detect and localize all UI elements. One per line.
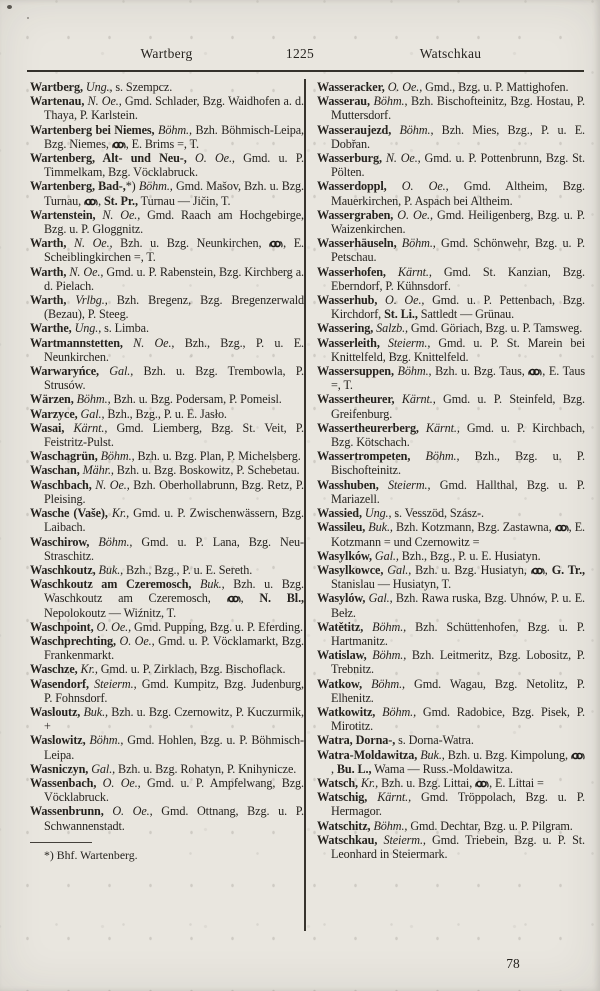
province-abbrev: Kr., <box>77 662 98 677</box>
entry-text: *) <box>125 179 139 194</box>
province-abbrev: Böhm., <box>138 179 173 194</box>
entry-text: Gmd. Hallthal, Bzg. u. P. Mariazell. <box>331 477 586 506</box>
entry-text: Bzh. u. Bzg. Rohatyn, P. Knihynicze. <box>115 761 297 776</box>
entry-headword: Watětitz, <box>317 619 364 634</box>
entry-text: Gmd. Pupping, Bzg. u. P. Eferding. <box>131 619 303 634</box>
gazetteer-entry <box>317 819 585 833</box>
gazetteer-entry <box>317 549 585 563</box>
entry-headword: Wasylkowce, <box>317 562 384 577</box>
entry-headword: Watschig, <box>317 790 368 805</box>
entry-text: Bzh. u. Bzg. Littai, <box>378 775 476 790</box>
entry-headword: Wasserau, <box>317 94 370 109</box>
gazetteer-entry <box>317 336 585 364</box>
gazetteer-entry <box>30 478 304 506</box>
entry-headword: Watschitz, <box>317 818 371 833</box>
gazetteer-entry <box>30 563 304 577</box>
province-abbrev: Böhm., <box>89 534 133 549</box>
gazetteer-entry <box>317 591 585 619</box>
gazetteer-entry <box>317 80 585 94</box>
entry-headword: Waschpoint, <box>30 619 94 634</box>
entry-text: Gmd. Kumpitz, Bzg. Judenburg, P. Fohnsdorf. <box>44 676 304 705</box>
gazetteer-entry <box>317 520 585 548</box>
province-abbrev: Kr., <box>357 775 379 790</box>
entry-text: s. Limba. <box>101 321 149 336</box>
province-abbrev: Buk., <box>95 562 124 577</box>
entry-text: Gmd. u. P. Timmelkam, Bzg. Vöcklabruck. <box>44 151 305 180</box>
entry-headword: Wartenberg, Bad-, <box>30 179 126 194</box>
province-abbrev: Böhm., <box>396 236 436 251</box>
entry-text: Gmd. Tröppolach, Bzg. u. P. Hermagor. <box>331 790 585 819</box>
entry-text: Bzh. Mies, Bzg., P. u. E. Dobřan. <box>331 122 586 151</box>
entry-text: Bzh. Bischofteinitz, Bzg. Hostau, P. Muttersdorf. <box>331 94 585 123</box>
gazetteer-entry <box>317 790 585 818</box>
entry-text: Turnau — Jičin, T. <box>137 193 231 208</box>
province-abbrev: Böhm., <box>73 392 111 407</box>
entry-headword: Warwaryńce, <box>30 364 99 379</box>
entry-text: Bzh. Böhmisch-Leipa, Bzg. Niemes, <box>44 122 305 151</box>
entry-headword: Wassied, <box>317 506 362 521</box>
province-abbrev: Kärnt., <box>394 392 436 407</box>
province-abbrev: Buk., <box>417 747 445 762</box>
province-abbrev: Ung., <box>361 506 392 521</box>
province-abbrev: O. Oe., <box>384 80 423 94</box>
entry-text: s. Vesszöd, Szász-. <box>391 506 485 521</box>
footnote: *) Bhf. Wartenberg. <box>44 847 138 862</box>
entry-text: , E. Scheiblingkirchen =, T. <box>44 236 304 265</box>
gazetteer-entry <box>30 94 304 122</box>
gazetteer-entry <box>317 421 585 449</box>
province-abbrev: Böhm., <box>391 122 434 137</box>
gazetteer-entry <box>30 662 304 676</box>
entry-headword: Wasendorf, <box>30 676 89 691</box>
gazetteer-entry <box>30 80 304 94</box>
entry-headword: Wasylów, <box>317 591 366 606</box>
entry-text: Gmd. u. P. Kirchbach, Bzg. Kötschach. <box>331 420 585 450</box>
gazetteer-entry <box>30 449 304 463</box>
posthorn-icon <box>227 591 241 605</box>
entry-text: Bzh. Oberhollabrunn, Bzg. Retz, P. Pleising. <box>44 477 304 506</box>
gazetteer-entry <box>30 392 304 406</box>
gazetteer-entry <box>317 648 585 676</box>
province-abbrev: Kr., <box>107 506 130 521</box>
province-abbrev: O. Oe., <box>393 207 433 222</box>
province-abbrev: N. Oe., <box>84 94 122 109</box>
entry-headword: Wassertheurer, <box>317 392 395 407</box>
province-abbrev: Kärnt., <box>418 420 460 435</box>
entry-text: Gmd. u. P. Zwischenwässern, Bzg. Laibach. <box>44 506 304 535</box>
gazetteer-entry <box>317 677 585 705</box>
entry-text: Bzh., Bzg., P. u. E. Husiatyn. <box>398 548 541 563</box>
entry-headword: Wassertheurerberg, <box>317 420 419 435</box>
province-abbrev: O. Oe., <box>96 775 141 790</box>
entry-headword: Wasai, <box>30 420 65 435</box>
gazetteer-entry <box>317 151 585 179</box>
entry-headword: Wärzen, <box>30 392 74 407</box>
entry-text: , <box>240 591 260 606</box>
entry-text: Gmd. u. P. Rabenstein, Bzg. Kirchberg a. d. Pielach. <box>44 264 304 293</box>
entry-text: Gmd., Bzg. u. P. Mattighofen. <box>422 80 569 94</box>
gazetteer-entry <box>317 236 585 264</box>
entry-headword: Waschbach, <box>30 477 92 492</box>
entry-text: Bzh. u. Bzg. Czernowitz, P. Kuczurmik, + <box>44 704 304 734</box>
province-abbrev: Steierm., <box>379 335 431 350</box>
province-abbrev: O. Oe., <box>103 804 153 819</box>
entry-text: Bzh. u. Bzg. Taus, <box>431 364 529 379</box>
column-divider-rule <box>304 79 306 931</box>
entry-text: , E. Brims =, T. <box>125 136 199 151</box>
gazetteer-entry <box>30 705 304 733</box>
entry-headword: Wartenau, <box>30 94 85 109</box>
entry-headword: Wasserdoppl, <box>317 179 387 194</box>
province-abbrev: Böhm., <box>154 122 192 137</box>
entry-text: Bu. L., <box>336 761 372 776</box>
gazetteer-entry <box>30 336 304 364</box>
entry-text: Bzh. Kotzmann, Bzg. Zastawna, <box>392 520 555 535</box>
gazetteer-entry <box>30 407 304 421</box>
entry-text: Wama — Russ.-Moldawitza. <box>371 761 513 776</box>
province-abbrev: Steierm., <box>378 477 431 492</box>
entry-text: Bzh. Schüttenhofen, Bzg. u. P. Hartmanitz. <box>331 619 585 648</box>
entry-text: Sattledt — Grünau. <box>417 307 515 322</box>
footnote-rule <box>30 842 92 843</box>
entry-headword: Wasserhäuseln, <box>317 236 397 251</box>
gazetteer-entry <box>30 265 304 293</box>
province-abbrev: O. Oe., <box>186 151 235 166</box>
province-abbrev: O. Oe., <box>93 619 132 634</box>
province-abbrev: Gal., <box>383 562 412 577</box>
gazetteer-entry <box>30 123 304 151</box>
entry-headword: Watschkau, <box>317 832 378 847</box>
province-abbrev: Kärnt., <box>64 420 108 435</box>
province-abbrev: Böhm., <box>362 676 405 691</box>
gazetteer-entry <box>317 833 585 861</box>
entry-headword: Wassileu, <box>317 520 366 535</box>
entry-headword: Wasserhub, <box>317 293 378 308</box>
entry-headword: Watkowitz, <box>317 704 376 719</box>
posthorn-icon <box>571 748 585 762</box>
gazetteer-entry <box>317 208 585 236</box>
running-head-page-id: 1225 <box>285 46 315 61</box>
entry-text: Gmd. St. Kanzian, Bzg. Eberndorf, P. Kühnsdorf. <box>331 264 585 293</box>
entry-text: Bzh. u. Bzg. Husiatyn, <box>411 562 531 577</box>
entry-headword: Wasserleith, <box>317 335 380 350</box>
entry-text: Gmd. Heiligenberg, Bzg. u. P. Waizenkirchen. <box>331 207 585 237</box>
province-abbrev: Buk., <box>80 704 108 719</box>
entry-headword: Wasniczyn, <box>30 761 89 776</box>
province-abbrev: N. Oe., <box>66 236 113 251</box>
province-abbrev: N. Oe., <box>66 264 104 279</box>
province-abbrev: N. Oe., <box>91 477 130 492</box>
entry-text: , <box>331 761 337 776</box>
entry-headword: Waschan, <box>30 463 80 478</box>
gazetteer-entry <box>30 179 304 207</box>
entry-headword: Wasylków, <box>317 548 372 563</box>
entry-headword: Waschagrün, <box>30 449 98 464</box>
province-abbrev: Mähr., <box>79 463 114 478</box>
entry-headword: Wasserburg, <box>317 151 382 166</box>
gazetteer-entry <box>317 705 585 733</box>
gazetteer-entry <box>30 463 304 477</box>
gazetteer-entry <box>317 733 585 747</box>
entry-headword: Warth, <box>30 264 67 279</box>
entry-headword: Wassergraben, <box>317 207 394 222</box>
gazetteer-entry <box>30 293 304 321</box>
entry-text: St. Li., <box>384 307 418 322</box>
entry-headword: Wasshuben, <box>317 477 379 492</box>
entry-headword: Wasseraujezd, <box>317 122 392 137</box>
gazetteer-entry <box>317 293 585 321</box>
entry-headword: Waschze, <box>30 662 78 677</box>
province-abbrev: Böhm., <box>85 733 124 748</box>
running-head-right: Watschkau <box>419 46 482 61</box>
entry-text: Gmd. Altheim, Bzg. Mauerkirchen, P. Aspach bei Altheim. <box>331 179 585 208</box>
entry-text: Gmd. Wagau, Bzg. Netolitz, P. Elhenitz. <box>331 676 585 705</box>
ink-speck <box>7 5 12 9</box>
province-abbrev: O. Oe., <box>115 633 155 648</box>
entry-text: Gmd. Göriach, Bzg. u. P. Tamsweg. <box>407 321 583 336</box>
header-rule <box>27 70 584 72</box>
province-abbrev: O. Oe., <box>386 179 449 194</box>
entry-text: N. Bl., <box>259 591 304 606</box>
running-head-left: Wartberg <box>140 46 193 61</box>
page-number: 78 <box>506 956 520 971</box>
entry-headword: Wartberg, <box>30 80 83 94</box>
gazetteer-entry <box>317 449 585 477</box>
province-abbrev: Böhm., <box>370 818 408 833</box>
entry-text: Gmd. u. P. Vöcklamarkt, Bzg. Frankenmarkt. <box>44 633 305 663</box>
entry-headword: Wassersuppen, <box>317 364 394 379</box>
entry-headword: Watra-Moldawitza, <box>317 747 418 762</box>
entry-text: Gmd. Raach am Hochgebirge, Bzg. u. P. Gloggnitz. <box>44 207 304 237</box>
entry-text: Gmd. Liemberg, Bzg. St. Veit, P. Feistritz-Pulst. <box>44 420 304 450</box>
province-abbrev: Vrlbg., <box>66 293 108 308</box>
entry-headword: Wassering, <box>317 321 374 336</box>
entry-text: Bzh. Bregenz, Bzg. Bregenzerwald (Bezau), P. Steeg. <box>44 293 304 322</box>
entry-text: St. Pr., <box>103 193 138 208</box>
gazetteer-entry <box>317 123 585 151</box>
entry-text: Bzh. u. Bzg. Trembowla, P. Strusów. <box>44 364 304 393</box>
left-column <box>30 80 304 862</box>
entry-headword: Warthe, <box>30 321 72 336</box>
entry-text: Bzh. Leitmeritz, Bzg. Lobositz, P. Trebnitz. <box>331 648 585 677</box>
gazetteer-entry <box>317 563 585 591</box>
province-abbrev: Böhm., <box>375 704 417 719</box>
entry-text: , E. Taus =, T. <box>331 364 586 393</box>
entry-text: Gmd. u. P. Zirklach, Bzg. Bischoflack. <box>97 662 286 677</box>
entry-headword: Warth, <box>30 236 67 251</box>
posthorn-icon <box>528 364 542 378</box>
ink-speck <box>27 17 29 19</box>
posthorn-icon <box>555 520 569 534</box>
gazetteer-entry <box>317 364 585 392</box>
province-abbrev: Salzb., <box>373 321 408 336</box>
entry-headword: Waschkoutz, <box>30 562 96 577</box>
province-abbrev: N. Oe., <box>381 151 421 166</box>
entry-headword: Wasche (Vaše), <box>30 506 108 521</box>
gazetteer-entry <box>30 321 304 335</box>
province-abbrev: Gal., <box>365 591 393 606</box>
entry-headword: Wassenbrunn, <box>30 804 104 819</box>
entry-headword: Watislaw, <box>317 648 367 663</box>
entry-text: Bzh. u. Bzg. Plan, P. Michelsberg. <box>134 449 301 464</box>
province-abbrev: Buk., <box>365 520 393 535</box>
entry-text: Bzh. Rawa ruska, Bzg. Uhnów, P. u. E. Bełz. <box>331 591 585 620</box>
entry-text: Gmd. Hohlen, Bzg. u. P. Böhmisch-Leipa. <box>44 733 304 762</box>
province-abbrev: Böhm., <box>369 94 408 109</box>
entry-headword: Waschprechting, <box>30 633 116 648</box>
entry-text: Gmd. Dechtar, Bzg. u. P. Pilgram. <box>407 818 573 833</box>
gazetteer-entry <box>317 265 585 293</box>
gazetteer-entry <box>30 535 304 563</box>
gazetteer-entry <box>30 762 304 776</box>
entry-text: Bzh. u. Bzg. Waschkoutz am Czeremosch, <box>44 577 304 606</box>
province-abbrev: Böhm., <box>97 449 135 464</box>
entry-text: , E. Littai = <box>489 775 544 790</box>
entry-text: Bzh. u. Bzg. Neunkirchen, <box>112 236 270 251</box>
gazetteer-entry <box>317 179 585 207</box>
entry-text: Stanislau — Husiatyn, T. <box>331 577 452 592</box>
province-abbrev: O. Oe., <box>377 293 425 308</box>
entry-headword: Watsch, <box>317 775 358 790</box>
entry-text: Gmd. Schlader, Bzg. Waidhofen a. d. Thaya, P. Karlstein. <box>44 94 304 123</box>
gazetteer-entry <box>30 151 304 179</box>
entry-text: s. Dorna-Watra. <box>395 733 474 748</box>
entry-text: Bzh. u. Bzg. Boskowitz, P. Schebetau. <box>113 463 300 478</box>
entry-headword: Warzyce, <box>30 406 78 421</box>
entry-text: Bzh. u. Bzg. Podersam, P. Pomeisl. <box>110 392 282 407</box>
gazetteer-entry <box>30 634 304 662</box>
province-abbrev: Gal., <box>77 406 105 421</box>
gazetteer-entry <box>30 208 304 236</box>
entry-text: Bzh. u. Bzg. Kimpolung, <box>444 747 571 762</box>
right-column <box>317 80 585 861</box>
entry-text: Bzh., Bzg. u. P. Bischofteinitz. <box>331 449 585 478</box>
entry-text: Gmd. u. P. St. Marein bei Knittelfeld, Bzg. Knittelfeld. <box>331 335 586 364</box>
province-abbrev: Gal., <box>371 548 399 563</box>
gazetteer-entry <box>317 506 585 520</box>
entry-text: Gmd. u. P. Pottenbrunn, Bzg. St. Pölten. <box>331 151 585 180</box>
entry-headword: Wasloutz, <box>30 704 81 719</box>
entry-text: Gmd. u. P. Pettenbach, Bzg. Kirchdorf, <box>331 293 585 322</box>
entry-headword: Wasserhofen, <box>317 264 386 279</box>
province-abbrev: Steierm., <box>88 676 137 691</box>
gazetteer-entry <box>30 577 304 620</box>
gazetteer-entry <box>317 392 585 420</box>
entry-headword: Waschkoutz am Czeremosch, <box>30 577 192 592</box>
entry-text: , <box>98 193 104 208</box>
entry-headword: Wasseracker, <box>317 80 385 94</box>
entry-headword: Wartenberg, Alt- und Neu-, <box>30 151 187 166</box>
province-abbrev: Kärnt., <box>385 264 432 279</box>
province-abbrev: Gal., <box>98 364 134 379</box>
province-abbrev: Böhm., <box>366 648 407 663</box>
province-abbrev: Kärnt., <box>367 790 412 805</box>
posthorn-icon <box>84 194 98 208</box>
entry-headword: Waschirow, <box>30 534 90 549</box>
gazetteer-entry <box>317 94 585 122</box>
province-abbrev: Steierm., <box>377 832 426 847</box>
province-abbrev: Böhm., <box>410 449 460 464</box>
province-abbrev: Buk., <box>191 577 225 592</box>
province-abbrev: Ung., <box>71 321 102 336</box>
entry-headword: Warth, <box>30 293 67 308</box>
gazetteer-entry <box>30 733 304 761</box>
entry-headword: Waslowitz, <box>30 733 86 748</box>
entry-headword: Wassertrompeten, <box>317 449 411 464</box>
province-abbrev: N. Oe., <box>122 335 175 350</box>
posthorn-icon <box>269 236 283 250</box>
posthorn-icon <box>475 776 489 790</box>
province-abbrev: Böhm., <box>363 619 407 634</box>
gazetteer-entry <box>30 776 304 804</box>
province-abbrev: N. Oe., <box>95 207 141 222</box>
gazetteer-entry <box>317 321 585 335</box>
entry-text: Gmd. u. P. Ampfelwang, Bzg. Vöcklabruck. <box>44 775 305 805</box>
entry-headword: Watra, Dorna-, <box>317 733 396 748</box>
entry-text: Gmd. Schönwehr, Bzg. u. P. Petschau. <box>331 236 586 265</box>
gazetteer-entry <box>30 236 304 264</box>
gazetteer-entry <box>30 364 304 392</box>
entry-text: Bzh., Bzg., P. u. E. Jasło. <box>104 406 227 421</box>
entry-text: Bzh., Bzg., P. u. E. Neunkirchen. <box>44 335 304 364</box>
entry-text: Gmd. Triebein, Bzg. u. P. St. Leonhard in Steiermark. <box>331 832 585 861</box>
entry-text: Gmd. Ottnang, Bzg. u. P. Schwannenstadt. <box>44 804 304 833</box>
entry-text: s. Szempcz. <box>112 80 173 94</box>
gazetteer-entry <box>317 620 585 648</box>
gazetteer-entry <box>30 506 304 534</box>
gazetteer-entry <box>317 776 585 790</box>
entry-text: Nepolokoutz — Wiźnitz, T. <box>44 605 177 620</box>
entry-headword: Watkow, <box>317 676 363 691</box>
entry-text: Bzh., Bzg., P. u. E. Sereth. <box>123 562 253 577</box>
entry-headword: Wartenberg bei Niemes, <box>30 122 155 137</box>
province-abbrev: Gal., <box>88 761 116 776</box>
gazetteer-entry <box>30 421 304 449</box>
province-abbrev: Ung., <box>82 80 113 94</box>
entry-headword: Wassenbach, <box>30 775 97 790</box>
gazetteer-entry <box>30 677 304 705</box>
entry-headword: Wartenstein, <box>30 207 96 222</box>
entry-text: Gmd. Mašov, Bzh. u. Bzg. Turnau, <box>44 179 304 208</box>
entry-text: Gmd. u. P. Lana, Bzg. Neu-Straschitz. <box>44 534 304 563</box>
entry-text: Gmd. Radobice, Bzg. Pisek, P. Mirotitz. <box>331 704 585 734</box>
gazetteer-entry <box>30 804 304 832</box>
entry-text: , <box>544 562 552 577</box>
gazetteer-entry <box>30 620 304 634</box>
province-abbrev: Böhm., <box>393 364 432 379</box>
entry-headword: Wartmannstetten, <box>30 335 123 350</box>
posthorn-icon <box>112 137 126 151</box>
gazetteer-entry <box>317 748 585 776</box>
posthorn-icon <box>531 563 545 577</box>
gazetteer-entry <box>317 478 585 506</box>
entry-text: Gmd. u. P. Steinfeld, Bzg. Greifenburg. <box>331 392 586 421</box>
entry-text: , E. Kotzmann = und Czernowitz = <box>331 520 585 549</box>
entry-text: G. Tr., <box>551 562 585 577</box>
